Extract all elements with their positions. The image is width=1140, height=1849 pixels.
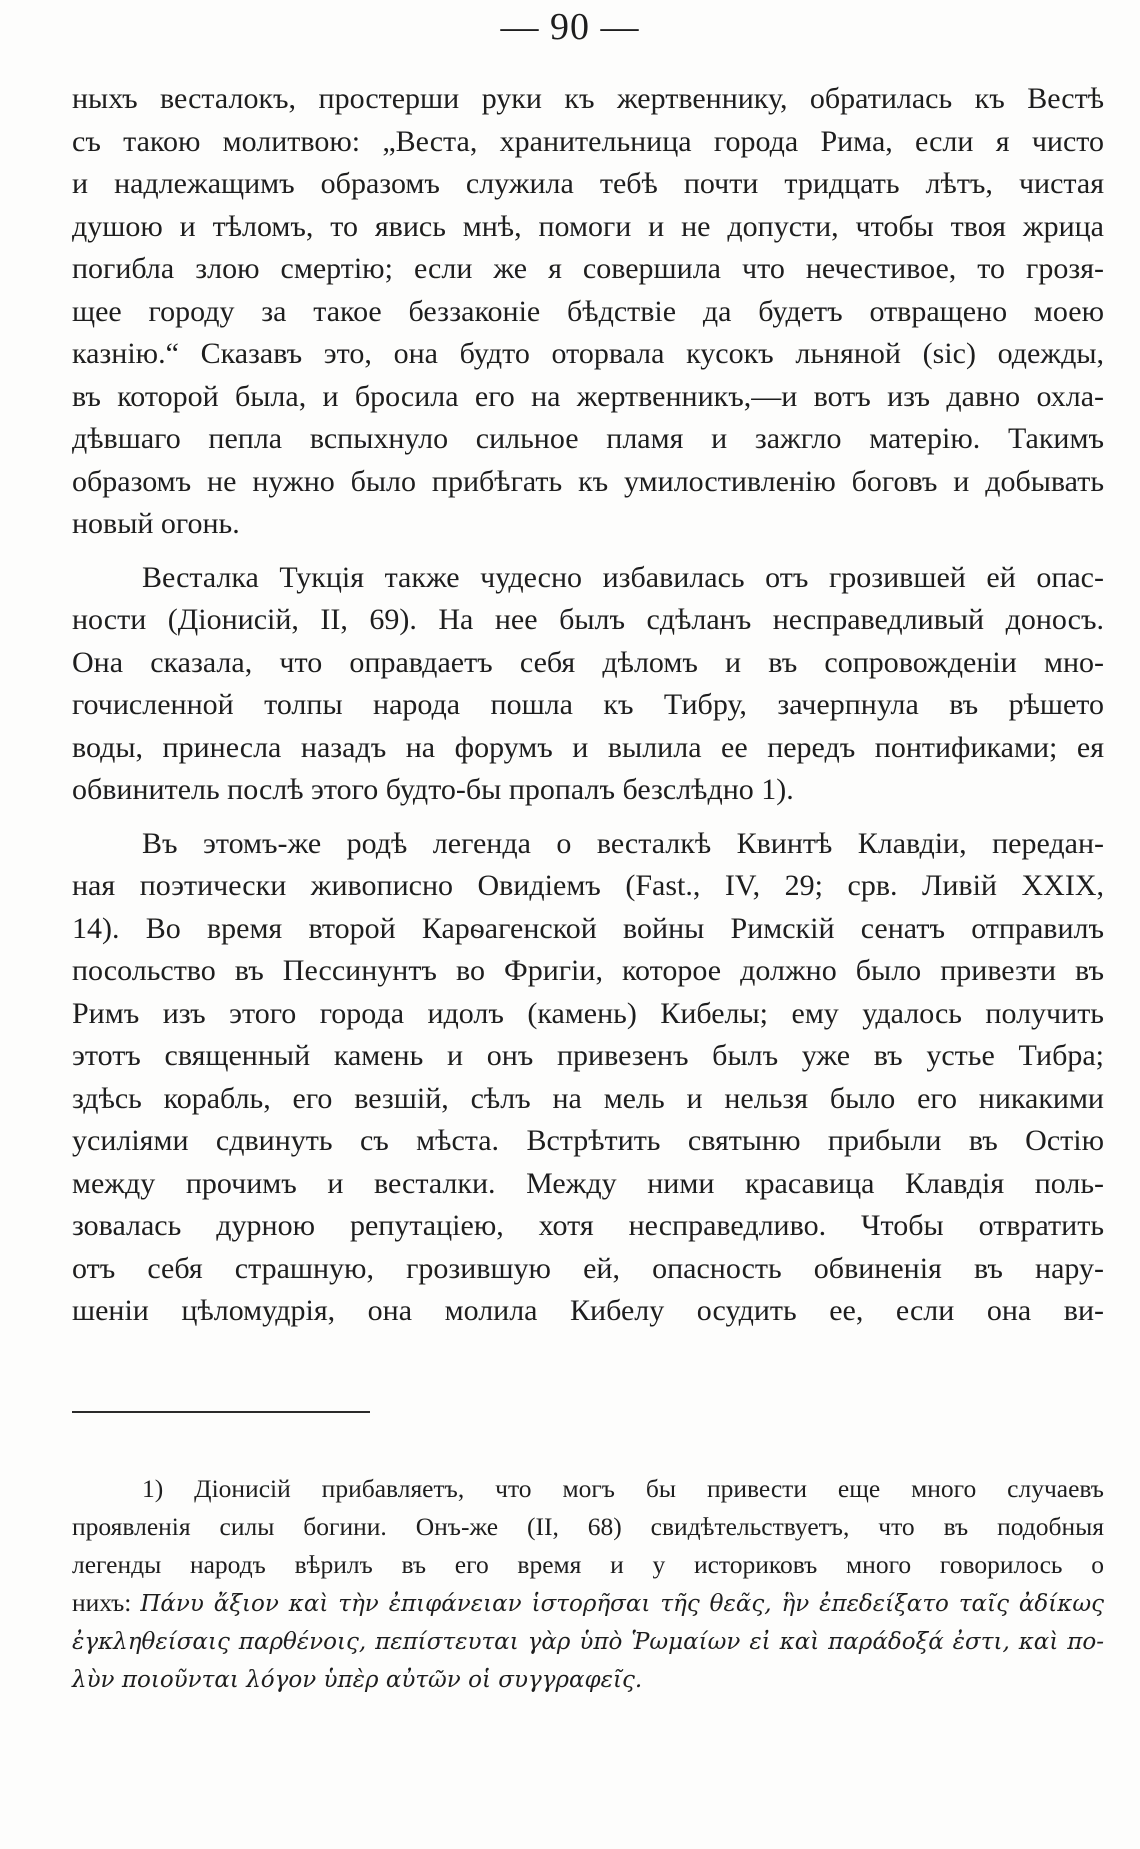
text-line: въ которой была, и бросила его на жертвенникъ,—и вотъ изъ давно охла- (72, 379, 1104, 413)
text-line: 14). Во время второй Карѳагенской войны Римскій сенатъ отправилъ (72, 911, 1104, 945)
text-line: щее городу за такое беззаконіе бѣдствіе да будетъ отвращено моею (72, 294, 1104, 328)
text-line: Весталка Тукція также чудесно избавилась отъ грозившей ей опас- (142, 560, 1104, 594)
text-line: погибла злою смертію; если же я совершила что нечестивое, то грозя- (72, 252, 1104, 285)
footnote-line: легенды народъ вѣрилъ въ его время и у историковъ много говорилось о (72, 1550, 1104, 1579)
text-line: ныхъ весталокъ, простерши руки къ жертвеннику, обратилась къ Вестѣ (72, 82, 1104, 115)
paragraph-2 (72, 557, 1104, 812)
greek-quote-line: λὺν ποιοῦνται λόγον ὑπὲρ αὐτῶν οἱ συγγραφεῖς. (72, 1667, 643, 1693)
text-line: этотъ священный камень и онъ привезенъ былъ уже въ устье Тибра; (72, 1039, 1104, 1072)
text-line: душою и тѣломъ, то явись мнѣ, помоги и не допусти, чтобы твоя жрица (72, 209, 1104, 243)
text-line: Она сказала, что оправдаетъ себя дѣломъ и въ сопровожденіи мно- (72, 645, 1104, 679)
page-number: — 90 — (500, 6, 640, 48)
text-line: ности (Діонисій, II, 69). На нее былъ сдѣланъ несправедливый доносъ. (72, 603, 1104, 636)
paragraph-3 (72, 823, 1104, 1333)
text-line: зовалась дурною репутаціею, хотя несправедливо. Чтобы отвратить (72, 1209, 1104, 1242)
footnote-line-prefix: нихъ: (72, 1588, 141, 1617)
text-line: гочисленной толпы народа пошла къ Тибру, зачерпнула въ рѣшето (72, 688, 1104, 721)
text-line: обвинитель послѣ этого будто-бы пропалъ безслѣдно 1). (72, 773, 794, 806)
greek-quote-line: ἐγκληθείσαις παρθένοις, πεπίστευται γὰρ ὑπὸ Ῥωμαίων εἰ καὶ παράδοξά ἐστι, καὶ πο- (72, 1629, 1104, 1655)
text-line: и надлежащимъ образомъ служила тебѣ почти тридцать лѣтъ, чистая (72, 167, 1104, 200)
text-line: Римъ изъ этого города идолъ (камень) Кибелы; ему удалось получить (72, 996, 1104, 1030)
footnote-separator (72, 1411, 370, 1413)
footnote-line-mixed (72, 1584, 1104, 1623)
text-line: дѣвшаго пепла вспыхнуло сильное пламя и зажгло матерію. Такимъ (72, 422, 1104, 455)
text-line: усиліями сдвинуть съ мѣста. Встрѣтить святыню прибыли въ Остію (72, 1124, 1104, 1157)
text-line: здѣсь корабль, его везшій, сѣлъ на мель и нельзя было его никакими (72, 1081, 1104, 1115)
text-line: казнію.“ Сказавъ это, она будто оторвала кусокъ льняной (sic) одежды, (72, 337, 1104, 370)
paragraph-1 (72, 78, 1104, 546)
greek-quote: Πάνυ ἄξιον καὶ τὴν ἐπιφάνειαν ἱστορῆσαι τῆς θεᾶς, ἣν ἐπεδείξατο ταῖς ἀδίκως (140, 1591, 1105, 1617)
text-line: ная поэтически живописно Овидіемъ (Fast., IV, 29; срв. Ливій XXIX, (72, 869, 1104, 902)
text-line: образомъ не нужно было прибѣгать къ умилостивленію боговъ и добывать (72, 464, 1104, 498)
footnote (72, 1470, 1104, 1699)
text-line: между прочимъ и весталки. Между ними красавица Клавдія поль- (72, 1166, 1104, 1200)
body-text (72, 78, 1104, 1333)
text-line: съ такою молитвою: „Веста, хранительница города Рима, если я чисто (72, 124, 1104, 158)
text-line: воды, принесла назадъ на форумъ и вылила ее передъ понтификами; ея (72, 730, 1104, 764)
text-line: отъ себя страшную, грозившую ей, опасность обвиненія въ нару- (72, 1251, 1104, 1285)
text-line: Въ этомъ-же родѣ легенда о весталкѣ Квинтѣ Клавдіи, передан- (142, 826, 1104, 860)
text-line: шеніи цѣломудрія, она молила Кибелу осудить ее, если она ви- (72, 1294, 1104, 1327)
footnote-line: 1) Діонисій прибавляетъ, что могъ бы привести еще много случаевъ (142, 1474, 1104, 1503)
text-line: посольство въ Пессинунтъ во Фригіи, которое должно было привезти въ (72, 954, 1104, 987)
text-line: новый огонь. (72, 507, 240, 540)
footnote-line: проявленія силы богини. Онъ-же (II, 68) свидѣтельствуетъ, что въ подобныя (72, 1512, 1104, 1541)
